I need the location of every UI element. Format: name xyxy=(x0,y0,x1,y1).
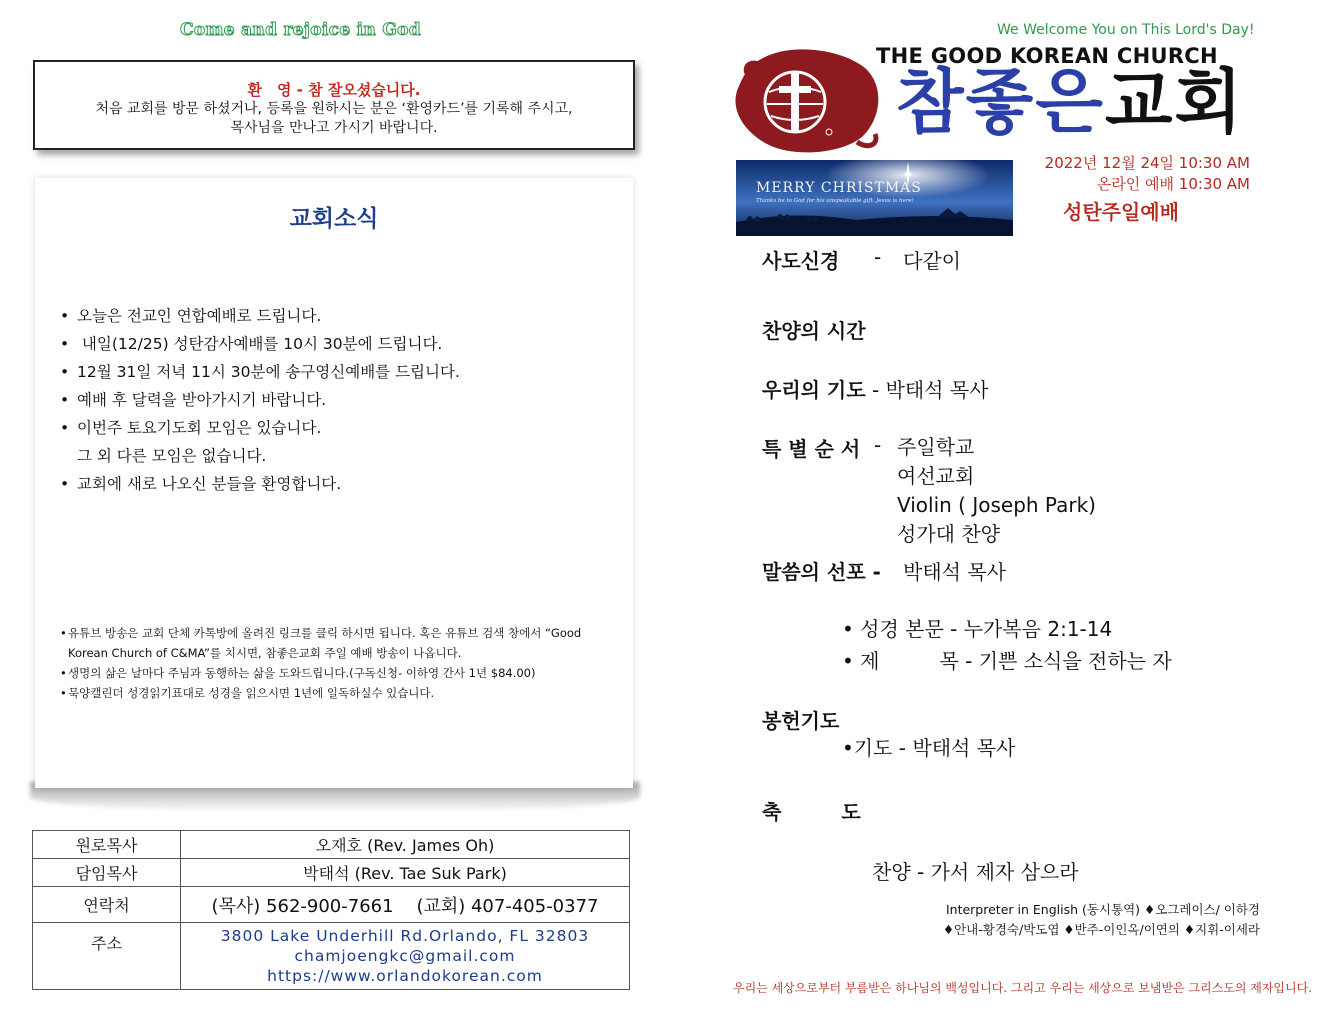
welcome-box xyxy=(33,60,635,150)
news-item: • 예배 후 달력을 받아가시기 바랍니다. xyxy=(60,391,327,409)
offering-label: 봉헌기도 xyxy=(762,709,840,733)
church-motto: 우리는 세상으로부터 부름받은 하나님의 백성입니다. 그리고 우리는 세상으로 보냄받은 그리스도의 제자입니다. xyxy=(733,981,1313,995)
offering-prayer: •기도 - 박태석 목사 xyxy=(842,736,1016,760)
church-name-korean-black: 교회 xyxy=(1104,61,1245,143)
prayer-value: - 박태석 목사 xyxy=(871,378,989,402)
special-item: 주일학교 xyxy=(897,435,975,459)
church-logo xyxy=(733,48,883,156)
news-item: • 이번주 토요기도회 모임은 있습니다. xyxy=(60,419,322,437)
staff-value: 박태석 (Rev. Tae Suk Park) xyxy=(181,859,630,887)
news-list xyxy=(60,302,620,498)
benediction-label: 축 도 xyxy=(762,800,861,824)
creed-value: 다같이 xyxy=(903,249,961,273)
service-datetime: 2022년 12월 24일 10:30 AM 온라인 예배 10:30 AM xyxy=(1040,153,1250,195)
sermon-title-line: • 제 목 - 기쁜 소식을 전하는 자 xyxy=(842,649,1172,673)
sermon-label: 말씀의 선포 - xyxy=(762,560,881,584)
table-row xyxy=(33,887,630,923)
staff-key: 연락처 xyxy=(33,887,181,923)
staff-key: 주소 xyxy=(33,923,181,990)
special-item: 성가대 찬양 xyxy=(897,522,1000,546)
special-dash: - xyxy=(874,433,882,457)
sermon-value: 박태석 목사 xyxy=(903,560,1006,584)
special-item: Violin ( Joseph Park) xyxy=(897,493,1096,517)
banner-subtitle: Thanks be to God for his unspeakable gift. Jesus is here! xyxy=(756,198,914,204)
interpreter-line: Interpreter in English (동시통역) ♦오그레이스/ 이하경 xyxy=(945,902,1260,917)
news-item: • 12월 31일 저녁 11시 30분에 송구영신예배를 드립니다. xyxy=(60,363,460,381)
prayer-line: 우리의 기도 - 박태석 목사 xyxy=(762,378,989,402)
news-item: • 오늘은 전교인 연합예배로 드립니다. xyxy=(60,307,322,325)
service-name: 성탄주일예배 xyxy=(1063,200,1179,224)
table-row xyxy=(33,831,630,859)
volunteer-info xyxy=(930,900,1260,940)
website-link[interactable]: https://www.orlandokorean.com xyxy=(267,967,543,985)
creed-label: 사도신경 xyxy=(762,249,840,273)
scripture-line: • 성경 본문 - 누가복음 2:1-14 xyxy=(842,617,1113,641)
special-label: 특 별 순 서 xyxy=(762,437,861,461)
note-item: • 유튜브 방송은 교회 단체 카톡방에 올려진 링크를 클릭 하시면 됩니다. 혹은 유튜브 검색 창에서 “Good Korean Church of C&MA”를 치시면, 참좋은교회 주일 예배 방송이 나옵니다. xyxy=(60,626,582,660)
staff-value: 오재호 (Rev. James Oh) xyxy=(181,831,630,859)
address-cell xyxy=(181,923,630,990)
note-item: • 묵양캘린더 성경읽기표대로 성경을 읽으시면 1년에 일독하실수 있습니다. xyxy=(60,686,435,700)
welcome-line-2: 목사님을 만나고 가시기 바랍니다. xyxy=(230,120,438,136)
news-item: • 내일(12/25) 성탄감사예배를 10시 30분에 드립니다. xyxy=(60,335,443,353)
table-row xyxy=(33,859,630,887)
special-items xyxy=(897,433,1096,549)
staff-table xyxy=(32,830,630,990)
notes-list xyxy=(60,623,620,703)
creed-dash: - xyxy=(874,245,882,269)
staff-key: 담임목사 xyxy=(33,859,181,887)
welcome-heading: 환 영 - 참 잘오셨습니다. xyxy=(247,81,421,99)
praise-label: 찬양의 시간 xyxy=(762,319,866,343)
christmas-banner xyxy=(736,160,1013,236)
news-title: 교회소식 xyxy=(289,206,379,232)
volunteers-line: ♦안내-황경숙/박도엽 ♦반주-이인옥/이연의 ♦지휘-이세라 xyxy=(942,922,1260,937)
special-item: 여선교회 xyxy=(897,464,975,488)
email-link[interactable]: chamjoengkc@gmail.com xyxy=(294,947,516,965)
church-name-korean xyxy=(896,62,1244,142)
table-row xyxy=(33,923,630,990)
banner-title: MERRY CHRISTMAS xyxy=(756,180,922,196)
contact-phones: (목사) 562-900-7661 (교회) 407-405-0377 xyxy=(181,887,630,923)
welcome-english: We Welcome You on This Lord's Day! xyxy=(997,22,1255,38)
church-name-english: THE GOOD KOREAN CHURCH xyxy=(876,44,1218,68)
closing-song: 찬양 - 가서 제자 삼으라 xyxy=(872,860,1079,884)
welcome-line-1: 처음 교회를 방문 하셨거나, 등록을 원하시는 분은 ‘환영카드’를 기록해 주시고, xyxy=(95,101,573,117)
news-item: • 교회에 새로 나오신 분들을 환영합니다. xyxy=(60,475,342,493)
online-service-time: 온라인 예배 10:30 AM xyxy=(1096,175,1250,193)
tagline: Come and rejoice in God xyxy=(180,20,421,40)
staff-key: 원로목사 xyxy=(33,831,181,859)
news-item-continued: 그 외 다른 모임은 없습니다. xyxy=(77,447,267,465)
church-name-korean-blue: 참좋은 xyxy=(896,61,1105,143)
note-item: • 생명의 삶은 날마다 주님과 동행하는 삶을 도와드립니다.(구독신청- 이하영 간사 1년 $84.00) xyxy=(60,666,536,680)
street-address: 3800 Lake Underhill Rd.Orlando, FL 32803 xyxy=(220,927,590,945)
